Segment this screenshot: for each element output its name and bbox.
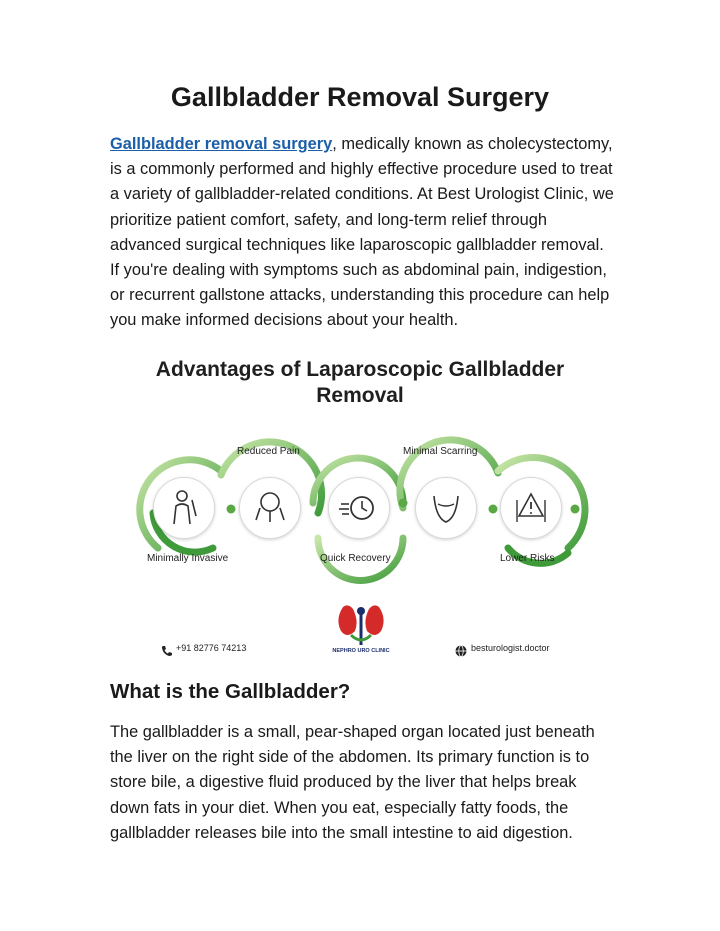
connector-dot <box>571 505 580 514</box>
connector-dot <box>399 499 408 508</box>
minimally-invasive-circle <box>153 477 215 539</box>
clinic-logo-text: NEPHRO URO CLINIC <box>332 648 390 654</box>
quick-recovery-circle <box>328 477 390 539</box>
connector-dot <box>489 505 498 514</box>
label-reduced-pain: Reduced Pain <box>237 446 300 457</box>
section-heading: What is the Gallbladder? <box>110 680 351 703</box>
globe-icon <box>455 645 467 657</box>
abdomen-icon <box>416 478 476 538</box>
gallbladder-surgery-link[interactable]: Gallbladder removal surgery <box>110 135 333 153</box>
section-paragraph: The gallbladder is a small, pear-shaped organ located just beneath the liver on the right side of the abdomen. Its primary function is to store bile, a digestive fluid produced by the liver that helps break down fats in your diet. When you eat, especially fatty foods, the gallbladder releases bile into the small intestine to aid digestion. <box>110 723 595 842</box>
pain-relief-icon <box>240 478 300 538</box>
website-url: besturologist.doctor <box>471 643 550 653</box>
label-quick-recovery: Quick Recovery <box>320 553 391 564</box>
speed-clock-icon <box>329 478 389 538</box>
label-minimally-invasive: Minimally Invasive <box>147 553 229 564</box>
label-lower-risks: Lower Risks <box>500 553 555 564</box>
lower-risks-circle <box>500 477 562 539</box>
page-title: Gallbladder Removal Surgery <box>170 82 550 112</box>
infographic-title: Advantages of Laparoscopic Gallbladder Removal <box>155 358 565 407</box>
intro-paragraph <box>110 132 615 334</box>
connector-dot <box>227 505 236 514</box>
warning-down-icon <box>501 478 561 538</box>
minimal-scarring-circle <box>415 477 477 539</box>
label-minimal-scarring: Minimal Scarring <box>403 446 478 457</box>
phone-number: +91 82776 74213 <box>176 643 247 653</box>
advantages-infographic <box>113 343 607 665</box>
surgeon-body-icon <box>154 478 214 538</box>
intro-text: , medically known as cholecystectomy, is a commonly performed and highly effective procedure used to treat a variety of gallbladder-related conditions. At Best Urologist Clinic, we prioritize patient comfort, safety, and long-term relief through advanced surgical techniques like laparoscopic gallbladder removal. If you're dealing with symptoms such as abdominal pain, indigestion, or recurrent gallstone attacks, understanding this procedure can help you make informed decisions about your health. <box>110 135 614 330</box>
phone-icon <box>161 645 173 657</box>
reduced-pain-circle <box>239 477 301 539</box>
